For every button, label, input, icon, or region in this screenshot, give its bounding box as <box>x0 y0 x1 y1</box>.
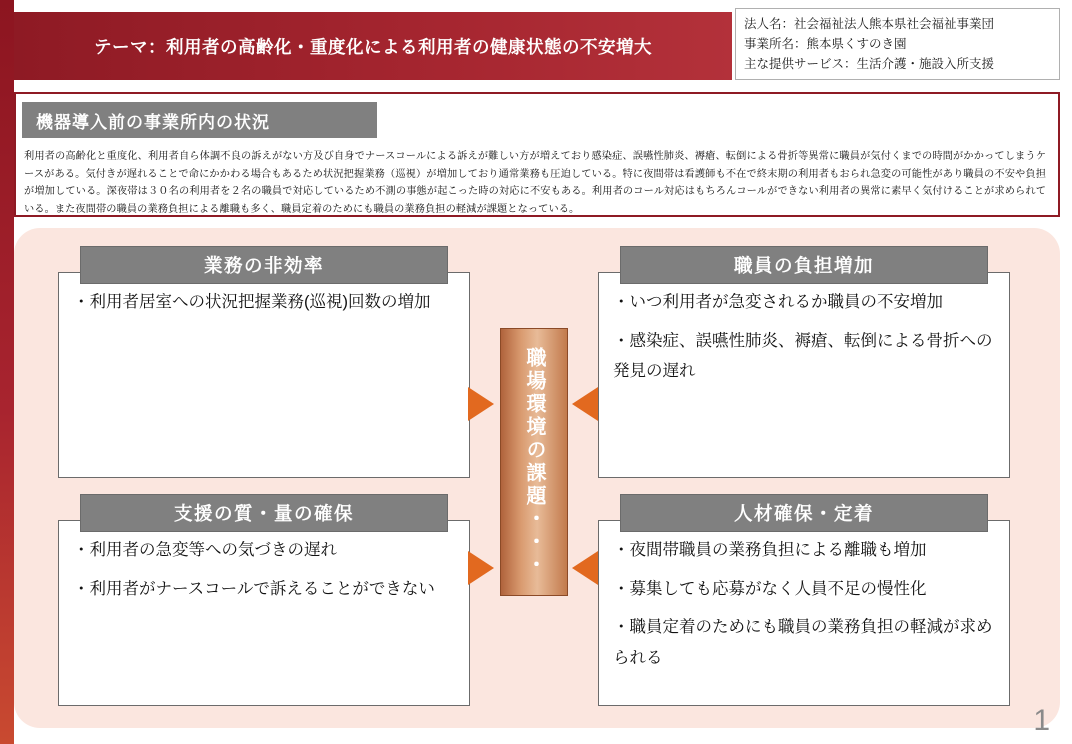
arrow-left-icon <box>572 387 598 421</box>
panel-business-inefficiency <box>58 272 470 478</box>
page-number: 1 <box>1033 704 1050 737</box>
panel-heading-business-inefficiency: 業務の非効率 <box>80 246 448 284</box>
arrow-right-icon <box>468 551 494 585</box>
situation-section-title: 機器導入前の事業所内の状況 <box>22 102 377 138</box>
panel-human-resources <box>598 520 1010 706</box>
panel-line: ・利用者がナースコールで訴えることができない <box>73 579 435 598</box>
panel-support-quality <box>58 520 470 706</box>
services-provided: 主な提供サービス：生活介護・施設入所支援 <box>744 57 995 72</box>
corporation-name: 法人名：社会福祉法人熊本県社会福祉事業団 <box>744 16 995 31</box>
panel-line: ・利用者居室への状況把握業務(巡視)回数の増加 <box>73 293 431 311</box>
panel-line: ・利用者の急変等への気づきの遅れ <box>73 541 337 559</box>
panel-heading-support-quality: 支援の質・量の確保 <box>80 494 448 532</box>
panel-line: ・職員定着のためにも職員の業務負担の軽減が求められる <box>613 618 993 667</box>
facility-name: 事業所名：熊本県くすのき園 <box>744 36 907 51</box>
left-accent-bar <box>0 0 14 744</box>
situation-section-body: 利用者の高齢化と重度化、利用者自ら体調不良の訴えがない方及び自身でナースコールによる訴えが難しい方が増えており感染症、誤嚥性肺炎、褥瘡、転倒による骨折等異常に職員が気付くまでの時間がかかってしまうケースがある。気付きが遅れることで命にかかわる場合もあるため状況把握業務（巡視）が増加しており通常業務も圧迫している。特に夜間帯は看護師も不在で終末期の利用者もおられ急変の可能性があり職員の不安や負担が増加している。深夜帯は３０名の利用者を２名の職員で対応しているため不測の事態が起こった時の対応に不安もある。利用者のコール対応はもちろんコールができない利用者の異常に素早く気付けることが求められている。また夜間帯の職員の業務負担による離職も多く、職員定着のためにも職員の業務負担の軽減が課題となっている。 <box>24 151 1046 215</box>
panel-line: ・いつ利用者が急変されるか職員の不安増加 <box>613 293 943 311</box>
panel-heading-staff-burden: 職員の負担増加 <box>620 246 988 284</box>
header-band <box>14 12 732 80</box>
center-theme-box <box>500 328 568 596</box>
arrow-right-icon <box>468 387 494 421</box>
panel-line: ・感染症、誤嚥性肺炎、褥瘡、転倒による骨折への発見の遅れ <box>613 331 993 381</box>
page-title: テーマ：利用者の高齢化・重度化による利用者の健康状態の不安増大 <box>94 36 652 57</box>
panel-staff-burden <box>598 272 1010 478</box>
center-theme-label: 職場環境の課題・・・ <box>523 347 545 577</box>
organization-info-box <box>735 8 1060 80</box>
panel-heading-human-resources: 人材確保・定着 <box>620 494 988 532</box>
arrow-left-icon <box>572 551 598 585</box>
panel-line: ・夜間帯職員の業務負担による離職も増加 <box>613 541 927 559</box>
panel-line: ・募集しても応募がなく人員不足の慢性化 <box>613 579 927 598</box>
